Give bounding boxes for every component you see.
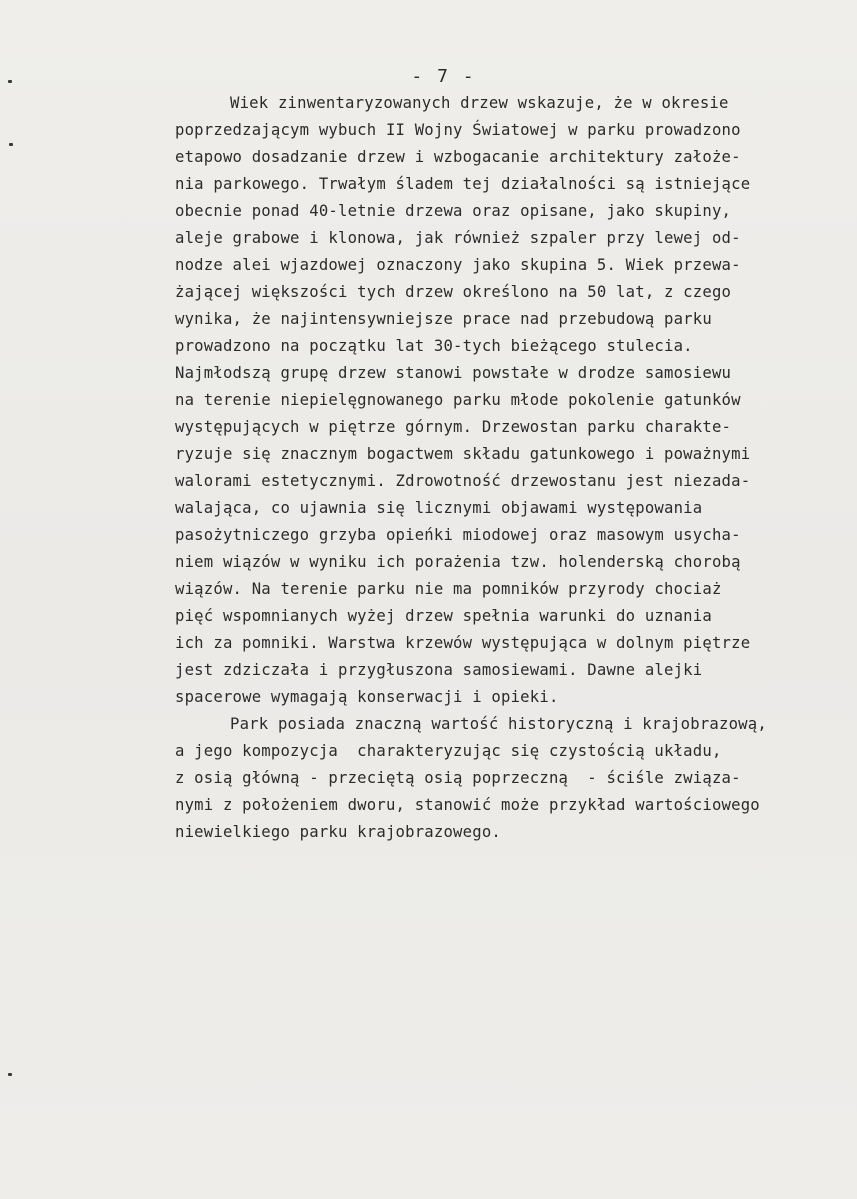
text-line: spacerowe wymagają konserwacji i opieki. xyxy=(175,688,559,706)
text-line: nymi z położeniem dworu, stanowić może przykład wartościowego xyxy=(175,796,760,814)
page-number: - 7 - xyxy=(411,66,476,87)
text-line: pasożytniczego grzyba opieńki miodowej oraz masowym usycha- xyxy=(175,526,741,544)
text-line: żającej większości tych drzew określono na 50 lat, z czego xyxy=(175,283,732,301)
text-line: aleje grabowe i klonowa, jak również szpaler przy lewej od- xyxy=(175,229,741,247)
text-line: wiązów. Na terenie parku nie ma pomników przyrody chociaż xyxy=(175,580,722,598)
text-line: walorami estetycznymi. Zdrowotność drzewostanu jest niezada- xyxy=(175,472,751,490)
text-line: występujących w piętrze górnym. Drzewostan parku charakte- xyxy=(175,418,732,436)
text-line: z osią główną - przeciętą osią poprzeczną - ściśle związa- xyxy=(175,769,741,787)
margin-mark xyxy=(9,143,13,146)
text-line: pięć wspomnianych wyżej drzew spełnia warunki do uznania xyxy=(175,607,712,625)
text-line: ich za pomniki. Warstwa krzewów występująca w dolnym piętrze xyxy=(175,634,751,652)
text-line: niem wiązów w wyniku ich porażenia tzw. holenderską chorobą xyxy=(175,553,741,571)
text-line: Wiek zinwentaryzowanych drzew wskazuje, że w okresie xyxy=(230,94,729,112)
text-line: poprzedzającym wybuch II Wojny Światowej w parku prowadzono xyxy=(175,121,741,139)
text-line: niewielkiego parku krajobrazowego. xyxy=(175,823,501,841)
text-line: jest zdziczała i przygłuszona samosiewami. Dawne alejki xyxy=(175,661,703,679)
text-line: ryzuje się znacznym bogactwem składu gatunkowego i poważnymi xyxy=(175,445,751,463)
text-line: Najmłodszą grupę drzew stanowi powstałe w drodze samosiewu xyxy=(175,364,732,382)
text-line: a jego kompozycja charakteryzując się czystością układu, xyxy=(175,742,722,760)
text-line: nodze alei wjazdowej oznaczony jako skupina 5. Wiek przewa- xyxy=(175,256,741,274)
text-line: etapowo dosadzanie drzew i wzbogacanie architektury założe- xyxy=(175,148,741,166)
text-line: wynika, że najintensywniejsze prace nad przebudową parku xyxy=(175,310,712,328)
text-line: na terenie niepielęgnowanego parku młode pokolenie gatunków xyxy=(175,391,741,409)
text-line: prowadzono na początku lat 30-tych bieżącego stulecia. xyxy=(175,337,693,355)
text-line: walająca, co ujawnia się licznymi objawami występowania xyxy=(175,499,703,517)
text-line: nia parkowego. Trwałym śladem tej działalności są istniejące xyxy=(175,175,751,193)
text-line: Park posiada znaczną wartość historyczną i krajobrazową, xyxy=(230,715,767,733)
text-line: obecnie ponad 40-letnie drzewa oraz opisane, jako skupiny, xyxy=(175,202,732,220)
margin-mark xyxy=(8,1073,12,1076)
